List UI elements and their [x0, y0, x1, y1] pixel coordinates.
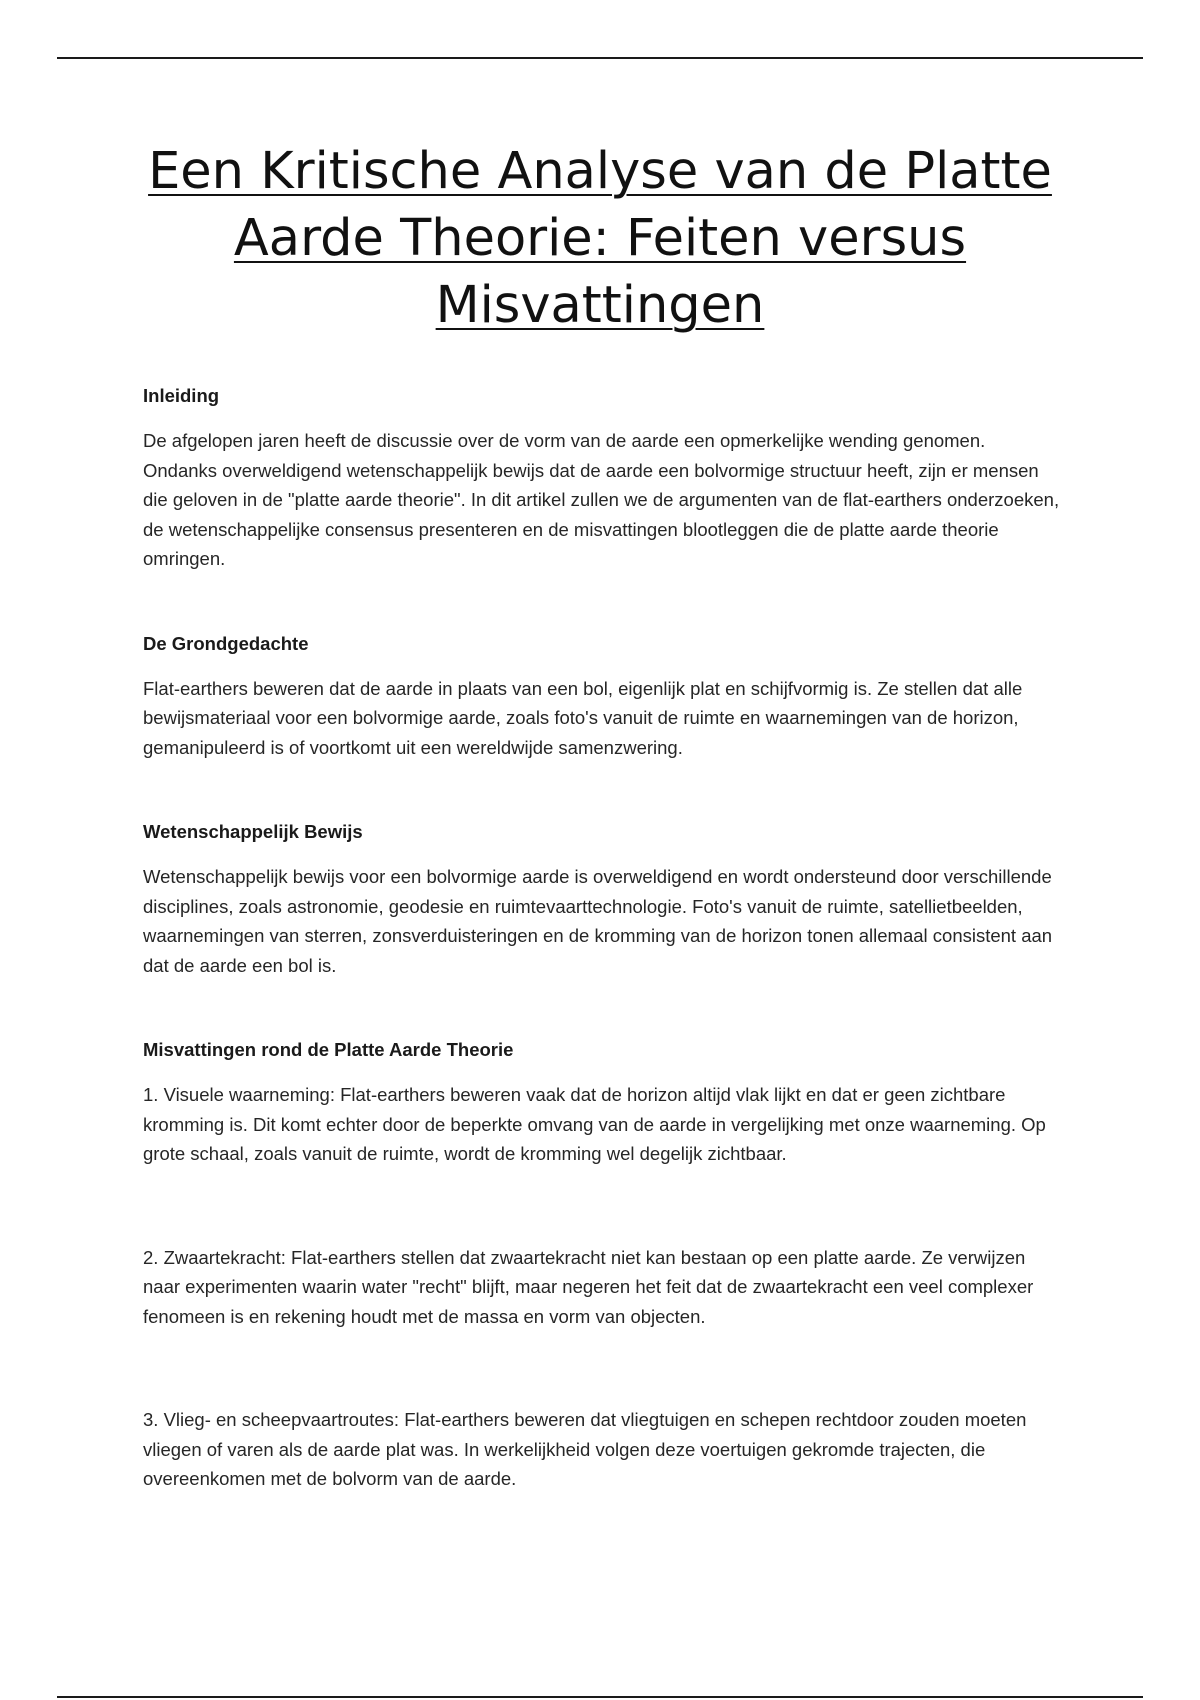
section-heading: Inleiding [143, 385, 220, 406]
item-spacer [143, 1169, 1063, 1228]
list-item: 2. Zwaartekracht: Flat-earthers stellen dat zwaartekracht niet kan bestaan op een platte aarde. Ze verwijzen naar experimenten waarin water "recht" blijft, maar negeren het feit dat de zwaartekracht een veel complexer fenomeen is en rekening houdt met de massa en vorm van objecten. [143, 1246, 1034, 1327]
section-paragraph: De afgelopen jaren heeft de discussie over de vorm van de aarde een opmerkelijke wending genomen. Ondanks overweldigend wetenschappelijk bewijs dat de aarde een bolvormige structuur heeft, zijn er mensen die geloven in de "platte aarde theorie". In dit artikel zullen we de argumenten van de flat-earthers onderzoeken, de wetenschappelijke consensus presenteren en de misvattingen blootleggen die de platte aarde theorie omringen. [143, 430, 1060, 569]
list-item: 1. Visuele waarneming: Flat-earthers beweren vaak dat de horizon altijd vlak lijkt en dat er geen zichtbare kromming is. Dit komt echter door de beperkte omvang van de aarde in vergelijking met onze waarneming. Op grote schaal, zoals vanuit de ruimte, wordt de kromming wel degelijk zichtbaar. [143, 1084, 1046, 1164]
section-heading: Misvattingen rond de Platte Aarde Theorie [143, 1039, 514, 1060]
section-heading: De Grondgedachte [143, 632, 309, 654]
document-title: Een Kritische Analyse van de Platte Aarde Theorie: Feiten versus Misvattingen [148, 142, 1052, 335]
section-spacer [143, 762, 1063, 817]
section-paragraph: Wetenschappelijk bewijs voor een bolvormige aarde is overweldigend en wordt ondersteund door verschillende disciplines, zoals astronomie, geodesie en ruimtevaarttechnologie. Foto's vanuit de ruimte, satellietbeelden, waarnemingen van sterren, zonsverduisteringen en de kromming van de horizon tonen allemaal consistent aan dat de aarde een bol is. [143, 866, 1053, 976]
item-spacer [143, 1331, 1063, 1390]
section-heading: Wetenschappelijk Bewijs [143, 821, 363, 842]
section-inleiding [143, 381, 1063, 574]
document-body [143, 381, 1063, 1494]
bottom-rule [57, 1696, 1143, 1698]
section-grondgedachte [143, 629, 1063, 763]
section-misvattingen [143, 1035, 1063, 1494]
top-rule [57, 57, 1143, 59]
section-paragraph: Flat-earthers beweren dat de aarde in plaats van een bol, eigenlijk plat en schijfvormig is. Ze stellen dat alle bewijsmateriaal voor een bolvormige aarde, zoals foto's vanuit de ruimte en waarnemingen van de horizon, gemanipuleerd is of voortkomt uit een wereldwijde samenzwering. [143, 677, 1023, 758]
list-item: 3. Vlieg- en scheepvaartroutes: Flat-earthers beweren dat vliegtuigen en schepen rechtdoor zouden moeten vliegen of varen als de aarde plat was. In werkelijkheid volgen deze voertuigen gekromde trajecten, die overeenkomen met de bolvorm van de aarde. [143, 1409, 1027, 1489]
section-spacer [143, 980, 1063, 1035]
section-wetenschappelijk-bewijs [143, 817, 1063, 980]
section-spacer [143, 574, 1063, 629]
